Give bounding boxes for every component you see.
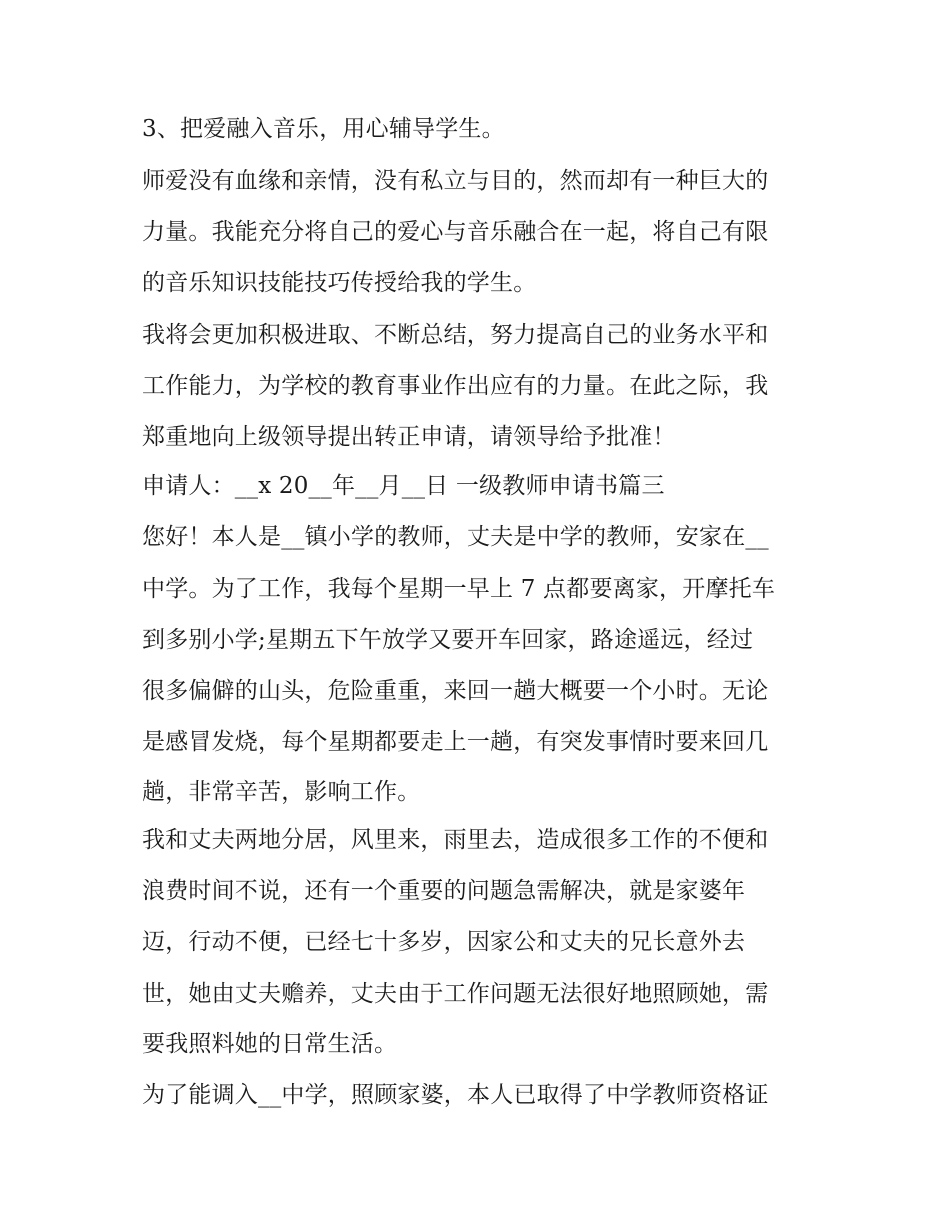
text-line: 我和丈夫两地分居，风里来，雨里去，造成很多工作的不便和 [142,827,769,853]
text-line: 中学。为了工作，我每个星期一早上 7 点都要离家，开摩托车 [142,576,776,602]
text-line: 3、把爱融入音乐，用心辅导学生。 [142,116,505,142]
text-line: 师爱没有血缘和亲情，没有私立与目的，然而却有一种巨大的 [142,168,769,194]
text-line: 我将会更加积极进取、不断总结，努力提高自己的业务水平和 [142,322,769,348]
text-line: 是感冒发烧，每个星期都要走上一趟，有突发事情时要来回几 [142,729,769,755]
text-line: 世，她由丈夫赡养，丈夫由于工作问题无法很好地照顾她，需 [142,981,769,1007]
text-line: 工作能力，为学校的教育事业作出应有的力量。在此之际，我 [142,373,769,399]
text-line: 力量。我能充分将自己的爱心与音乐融合在一起，将自己有限 [142,219,769,245]
text-line: 申请人：__x 20__年__月__日 一级教师申请书篇三 [142,473,665,499]
text-line: 到多别小学;星期五下午放学又要开车回家，路途遥远，经过 [142,627,754,653]
text-line: 为了能调入__中学，照顾家婆，本人已取得了中学教师资格证 [142,1082,769,1108]
text-line: 趟，非常辛苦，影响工作。 [142,779,421,805]
text-line: 浪费时间不说，还有一个重要的问题急需解决，就是家婆年 [142,878,746,904]
text-line: 很多偏僻的山头，危险重重，来回一趟大概要一个小时。无论 [142,678,769,704]
text-line: 的音乐知识技能技巧传授给我的学生。 [142,270,537,296]
text-line: 要我照料她的日常生活。 [142,1031,398,1057]
text-line: 迈，行动不便，已经七十多岁，因家公和丈夫的兄长意外去 [142,929,746,955]
text-line: 您好！本人是__镇小学的教师，丈夫是中学的教师，安家在__ [142,524,769,550]
text-line: 郑重地向上级领导提出转正申请，请领导给予批准！ [142,424,676,450]
